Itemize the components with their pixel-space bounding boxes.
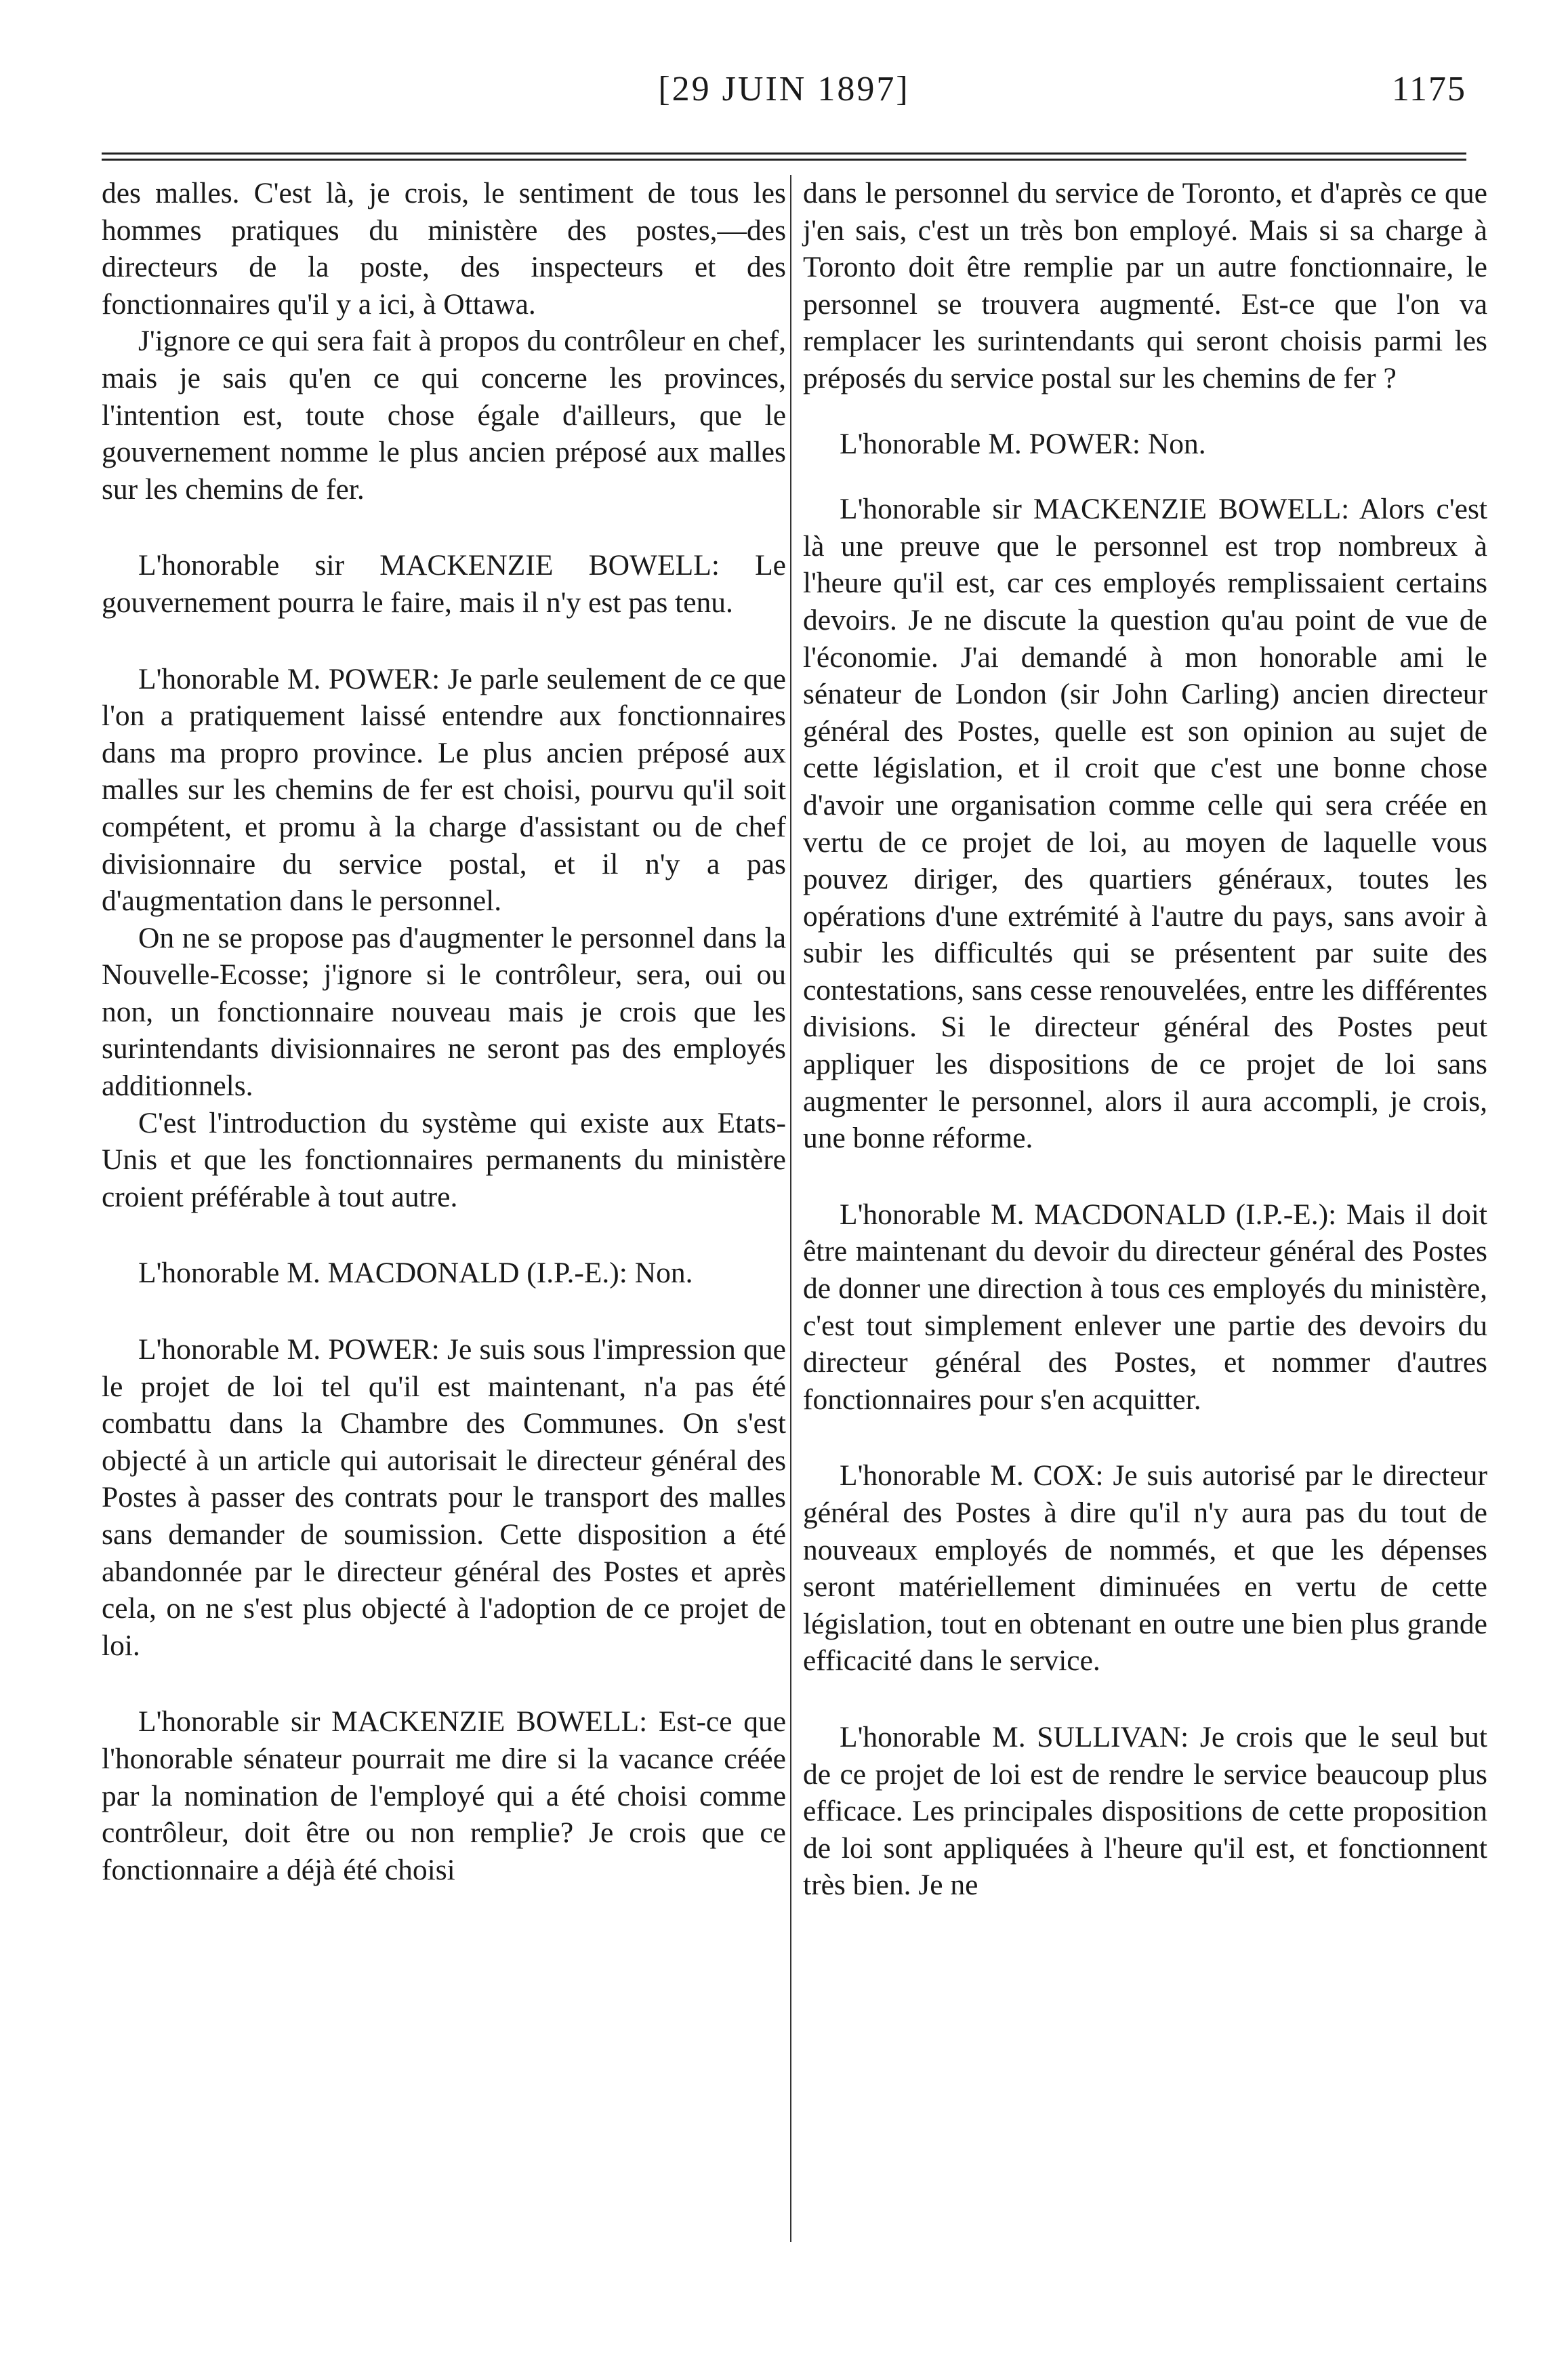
speaker-paragraph: L'honorable M. MACDONALD (I.P.-E.): Mais il doit être maintenant du devoir du directeur général des Postes de donner une direction à tous ces employés du ministère, c'est tout simplement enlever une partie des devoirs du directeur général des Postes, et nommer d'autres fonctionnaires pour s'en acquitter. <box>803 1198 1487 1416</box>
speaker-paragraph: L'honorable sir MACKENZIE BOWELL: Alors c'est là une preuve que le personnel est trop nombreux à l'heure qu'il est, car ces employés remplissaient certains devoirs. Je ne discute la question qu'au point de vue de l'économie. J'ai demandé à mon honorable ami le sénateur de London (sir John Carling) ancien directeur général des Postes, quelle est son opinion au sujet de cette législation, et il croit que c'est une bonne chose d'avoir une organisation comme celle qui sera créée en vertu de ce projet de loi, au moyen de laquelle vous pouvez diriger, des quartiers généraux, toutes les opérations d'une extrémité à l'autre du pays, sans avoir à subir les difficultés qui se présentent par suite des contestations, sans cesse renouvelées, entre les différentes divisions. Si le directeur général des Postes peut appliquer les dispositions de ce projet de loi sans augmenter le personnel, alors il aura accompli, je crois, une bonne réforme. <box>803 493 1487 1155</box>
speaker-paragraph: L'honorable sir MACKENZIE BOWELL: Est-ce que l'honorable sénateur pourrait me dire si la vacance créée par la nomination de l'employé qui a été choisi comme contrôleur, doit être ou non remplie? Je crois que ce fonctionnaire a déjà été choisi <box>102 1705 786 1886</box>
header-rule-bottom <box>102 159 1466 161</box>
header-rule-top <box>102 152 1466 155</box>
speaker-paragraph: L'honorable M. POWER: Non. <box>840 427 1206 460</box>
column-divider <box>790 175 791 2242</box>
paragraph: On ne se propose pas d'augmenter le personnel dans la Nouvelle-Ecosse; j'ignore si le contrôleur, sera, oui ou non, un fonctionnaire nouveau mais je crois que les surintendants divisionnaires ne seront pas des employés additionnels. <box>102 921 786 1103</box>
header-date: [29 JUIN 1897] <box>658 70 910 108</box>
paragraph: C'est l'introduction du système qui existe aux Etats-Unis et que les fonctionnaires permanents du ministère croient préférable à tout autre. <box>102 1106 786 1213</box>
page-header <box>102 69 1466 117</box>
speaker-paragraph: L'honorable M. POWER: Je suis sous l'impression que le projet de loi tel qu'il est maintenant, n'a pas été combattu dans la Chambre des Communes. On s'est objecté à un article qui autorisait le directeur général des Postes à passer des contrats pour le transport des malles sans demander de soumission. Cette disposition a été abandonnée par le directeur général des Postes et après cela, on ne s'est plus objecté à l'adoption de ce projet de loi. <box>102 1333 786 1662</box>
page-number: 1175 <box>1391 70 1466 108</box>
paragraph: des malles. C'est là, je crois, le sentiment de tous les hommes pratiques du ministère des postes,—des directeurs de la poste, des inspecteurs et des fonctionnaires qu'il y a ici, à Ottawa. <box>102 177 786 321</box>
speaker-paragraph: L'honorable M. SULLIVAN: Je crois que le seul but de ce projet de loi est de rendre le service beaucoup plus efficace. Les principales dispositions de cette proposition de loi sont appliquées à l'heure qu'il est, et fonctionnent très bien. Je ne <box>803 1720 1487 1902</box>
speaker-paragraph: L'honorable M. COX: Je suis autorisé par le directeur général des Postes à dire qu'il n'y aura pas du tout de nouveaux employés de nommés, et que les dépenses seront matériellement diminuées en vertu de cette législation, tout en obtenant en outre une bien plus grande efficacité dans le service. <box>803 1459 1487 1678</box>
paragraph: J'ignore ce qui sera fait à propos du contrôleur en chef, mais je sais qu'en ce qui concerne les provinces, l'intention est, toute chose égale d'ailleurs, que le gouvernement nomme le plus ancien préposé aux malles sur les chemins de fer. <box>102 325 786 506</box>
paragraph: dans le personnel du service de Toronto, et d'après ce que j'en sais, c'est un très bon employé. Mais si sa charge à Toronto doit être remplie par un autre fonctionnaire, le personnel se trouvera augmenté. Est-ce que l'on va remplacer les surintendants qui seront choisis parmi les préposés du service postal sur les chemins de fer ? <box>803 177 1487 394</box>
speaker-paragraph: L'honorable M. MACDONALD (I.P.-E.): Non. <box>138 1257 693 1290</box>
left-column <box>102 175 786 1888</box>
right-column <box>803 175 1487 1904</box>
speaker-paragraph: L'honorable M. POWER: Je parle seulement de ce que l'on a pratiquement laissé entendre aux fonctionnaires dans ma propro province. Le plus ancien préposé aux malles sur les chemins de fer est choisi, pourvu qu'il soit compétent, et promu à la charge d'assistant ou de chef divisionnaire du service postal, et il n'y a pas d'augmentation dans le personnel. <box>102 662 786 918</box>
speaker-paragraph: L'honorable sir MACKENZIE BOWELL: Le gouvernement pourra le faire, mais il n'y est pas tenu. <box>102 549 786 619</box>
